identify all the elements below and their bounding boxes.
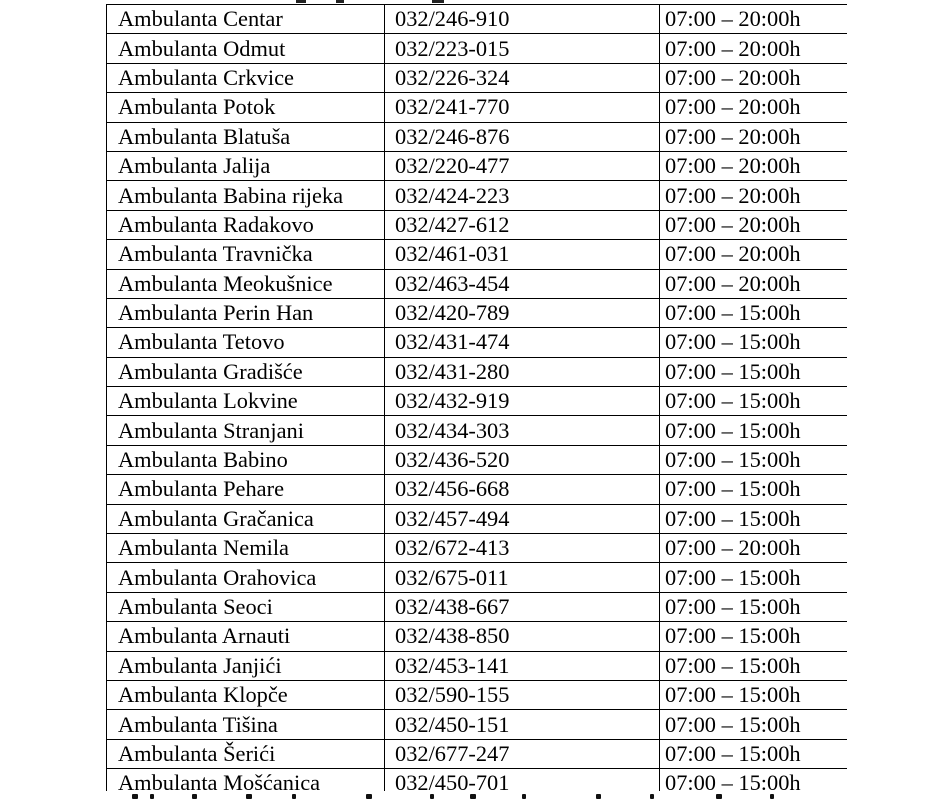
phone-number-cell: 032/677-247 [385,739,660,768]
table-row [107,651,848,680]
working-hours-cell: 07:00 – 15:00h [660,387,848,416]
phone-number-cell: 032/675-011 [385,563,660,592]
table-row [107,416,848,445]
clinic-name-cell: Ambulanta Potok [107,93,385,122]
table-row [107,240,848,269]
clinic-name-cell: Ambulanta Janjići [107,651,385,680]
table-row [107,504,848,533]
working-hours-cell: 07:00 – 15:00h [660,563,848,592]
phone-number-cell: 032/223-015 [385,34,660,63]
working-hours-cell: 07:00 – 15:00h [660,651,848,680]
clinic-name-cell: Ambulanta Šerići [107,739,385,768]
working-hours-cell: 07:00 – 15:00h [660,298,848,327]
working-hours-cell: 07:00 – 15:00h [660,710,848,739]
table-row [107,122,848,151]
phone-number-cell: 032/450-151 [385,710,660,739]
table-row [107,298,848,327]
phone-number-cell: 032/432-919 [385,387,660,416]
table-row [107,739,848,768]
phone-number-cell: 032/436-520 [385,445,660,474]
phone-number-cell: 032/241-770 [385,93,660,122]
working-hours-cell: 07:00 – 20:00h [660,93,848,122]
table-row [107,475,848,504]
clinic-name-cell: Ambulanta Radakovo [107,210,385,239]
table-row [107,769,848,791]
phone-number-cell: 032/461-031 [385,240,660,269]
working-hours-cell: 07:00 – 20:00h [660,5,848,34]
working-hours-cell: 07:00 – 15:00h [660,622,848,651]
phone-number-cell: 032/431-280 [385,357,660,386]
table-row [107,210,848,239]
ambulance-table [106,4,847,791]
phone-number-cell: 032/246-910 [385,5,660,34]
working-hours-cell: 07:00 – 20:00h [660,210,848,239]
phone-number-cell: 032/456-668 [385,475,660,504]
phone-number-cell: 032/420-789 [385,298,660,327]
phone-number-cell: 032/226-324 [385,63,660,92]
working-hours-cell: 07:00 – 15:00h [660,328,848,357]
table-row [107,63,848,92]
working-hours-cell: 07:00 – 20:00h [660,63,848,92]
phone-number-cell: 032/431-474 [385,328,660,357]
working-hours-cell: 07:00 – 15:00h [660,416,848,445]
clinic-name-cell: Ambulanta Centar [107,5,385,34]
phone-number-cell: 032/453-141 [385,651,660,680]
phone-number-cell: 032/246-876 [385,122,660,151]
table-row [107,563,848,592]
working-hours-cell: 07:00 – 20:00h [660,34,848,63]
clinic-name-cell: Ambulanta Nemila [107,534,385,563]
phone-number-cell: 032/463-454 [385,269,660,298]
clinic-name-cell: Ambulanta Stranjani [107,416,385,445]
working-hours-cell: 07:00 – 20:00h [660,269,848,298]
clinic-name-cell: Ambulanta Odmut [107,34,385,63]
working-hours-cell: 07:00 – 20:00h [660,151,848,180]
ambulance-table-body [107,5,848,792]
cut-off-text-fragment [0,793,928,800]
clinic-name-cell: Ambulanta Tišina [107,710,385,739]
table-row [107,93,848,122]
clinic-name-cell: Ambulanta Blatuša [107,122,385,151]
table-row [107,622,848,651]
phone-number-cell: 032/438-850 [385,622,660,651]
clinic-name-cell: Ambulanta Perin Han [107,298,385,327]
table-row [107,680,848,709]
working-hours-cell: 07:00 – 20:00h [660,534,848,563]
phone-number-cell: 032/590-155 [385,680,660,709]
phone-number-cell: 032/457-494 [385,504,660,533]
clinic-name-cell: Ambulanta Gračanica [107,504,385,533]
table-row [107,592,848,621]
working-hours-cell: 07:00 – 15:00h [660,475,848,504]
clinic-name-cell: Ambulanta Klopče [107,680,385,709]
phone-number-cell: 032/434-303 [385,416,660,445]
table-row [107,387,848,416]
working-hours-cell: 07:00 – 15:00h [660,680,848,709]
phone-number-cell: 032/438-667 [385,592,660,621]
phone-number-cell: 032/220-477 [385,151,660,180]
working-hours-cell: 07:00 – 15:00h [660,357,848,386]
clinic-name-cell: Ambulanta Babina rijeka [107,181,385,210]
phone-number-cell: 032/450-701 [385,769,660,791]
working-hours-cell: 07:00 – 15:00h [660,445,848,474]
table-row [107,357,848,386]
clinic-name-cell: Ambulanta Meokušnice [107,269,385,298]
ambulance-table-container [106,4,847,791]
table-row [107,445,848,474]
table-row [107,34,848,63]
phone-number-cell: 032/672-413 [385,534,660,563]
table-row [107,151,848,180]
working-hours-cell: 07:00 – 15:00h [660,592,848,621]
clinic-name-cell: Ambulanta Gradišće [107,357,385,386]
phone-number-cell: 032/424-223 [385,181,660,210]
table-row [107,534,848,563]
table-row [107,710,848,739]
clinic-name-cell: Ambulanta Pehare [107,475,385,504]
clinic-name-cell: Ambulanta Tetovo [107,328,385,357]
working-hours-cell: 07:00 – 15:00h [660,739,848,768]
clinic-name-cell: Ambulanta Mošćanica [107,769,385,791]
working-hours-cell: 07:00 – 20:00h [660,122,848,151]
table-row [107,269,848,298]
clinic-name-cell: Ambulanta Travnička [107,240,385,269]
table-row [107,181,848,210]
clinic-name-cell: Ambulanta Orahovica [107,563,385,592]
clinic-name-cell: Ambulanta Jalija [107,151,385,180]
clinic-name-cell: Ambulanta Lokvine [107,387,385,416]
working-hours-cell: 07:00 – 15:00h [660,769,848,791]
phone-number-cell: 032/427-612 [385,210,660,239]
clinic-name-cell: Ambulanta Seoci [107,592,385,621]
table-row [107,328,848,357]
clinic-name-cell: Ambulanta Babino [107,445,385,474]
clinic-name-cell: Ambulanta Arnauti [107,622,385,651]
working-hours-cell: 07:00 – 20:00h [660,181,848,210]
working-hours-cell: 07:00 – 20:00h [660,240,848,269]
working-hours-cell: 07:00 – 15:00h [660,504,848,533]
table-row [107,5,848,34]
clinic-name-cell: Ambulanta Crkvice [107,63,385,92]
